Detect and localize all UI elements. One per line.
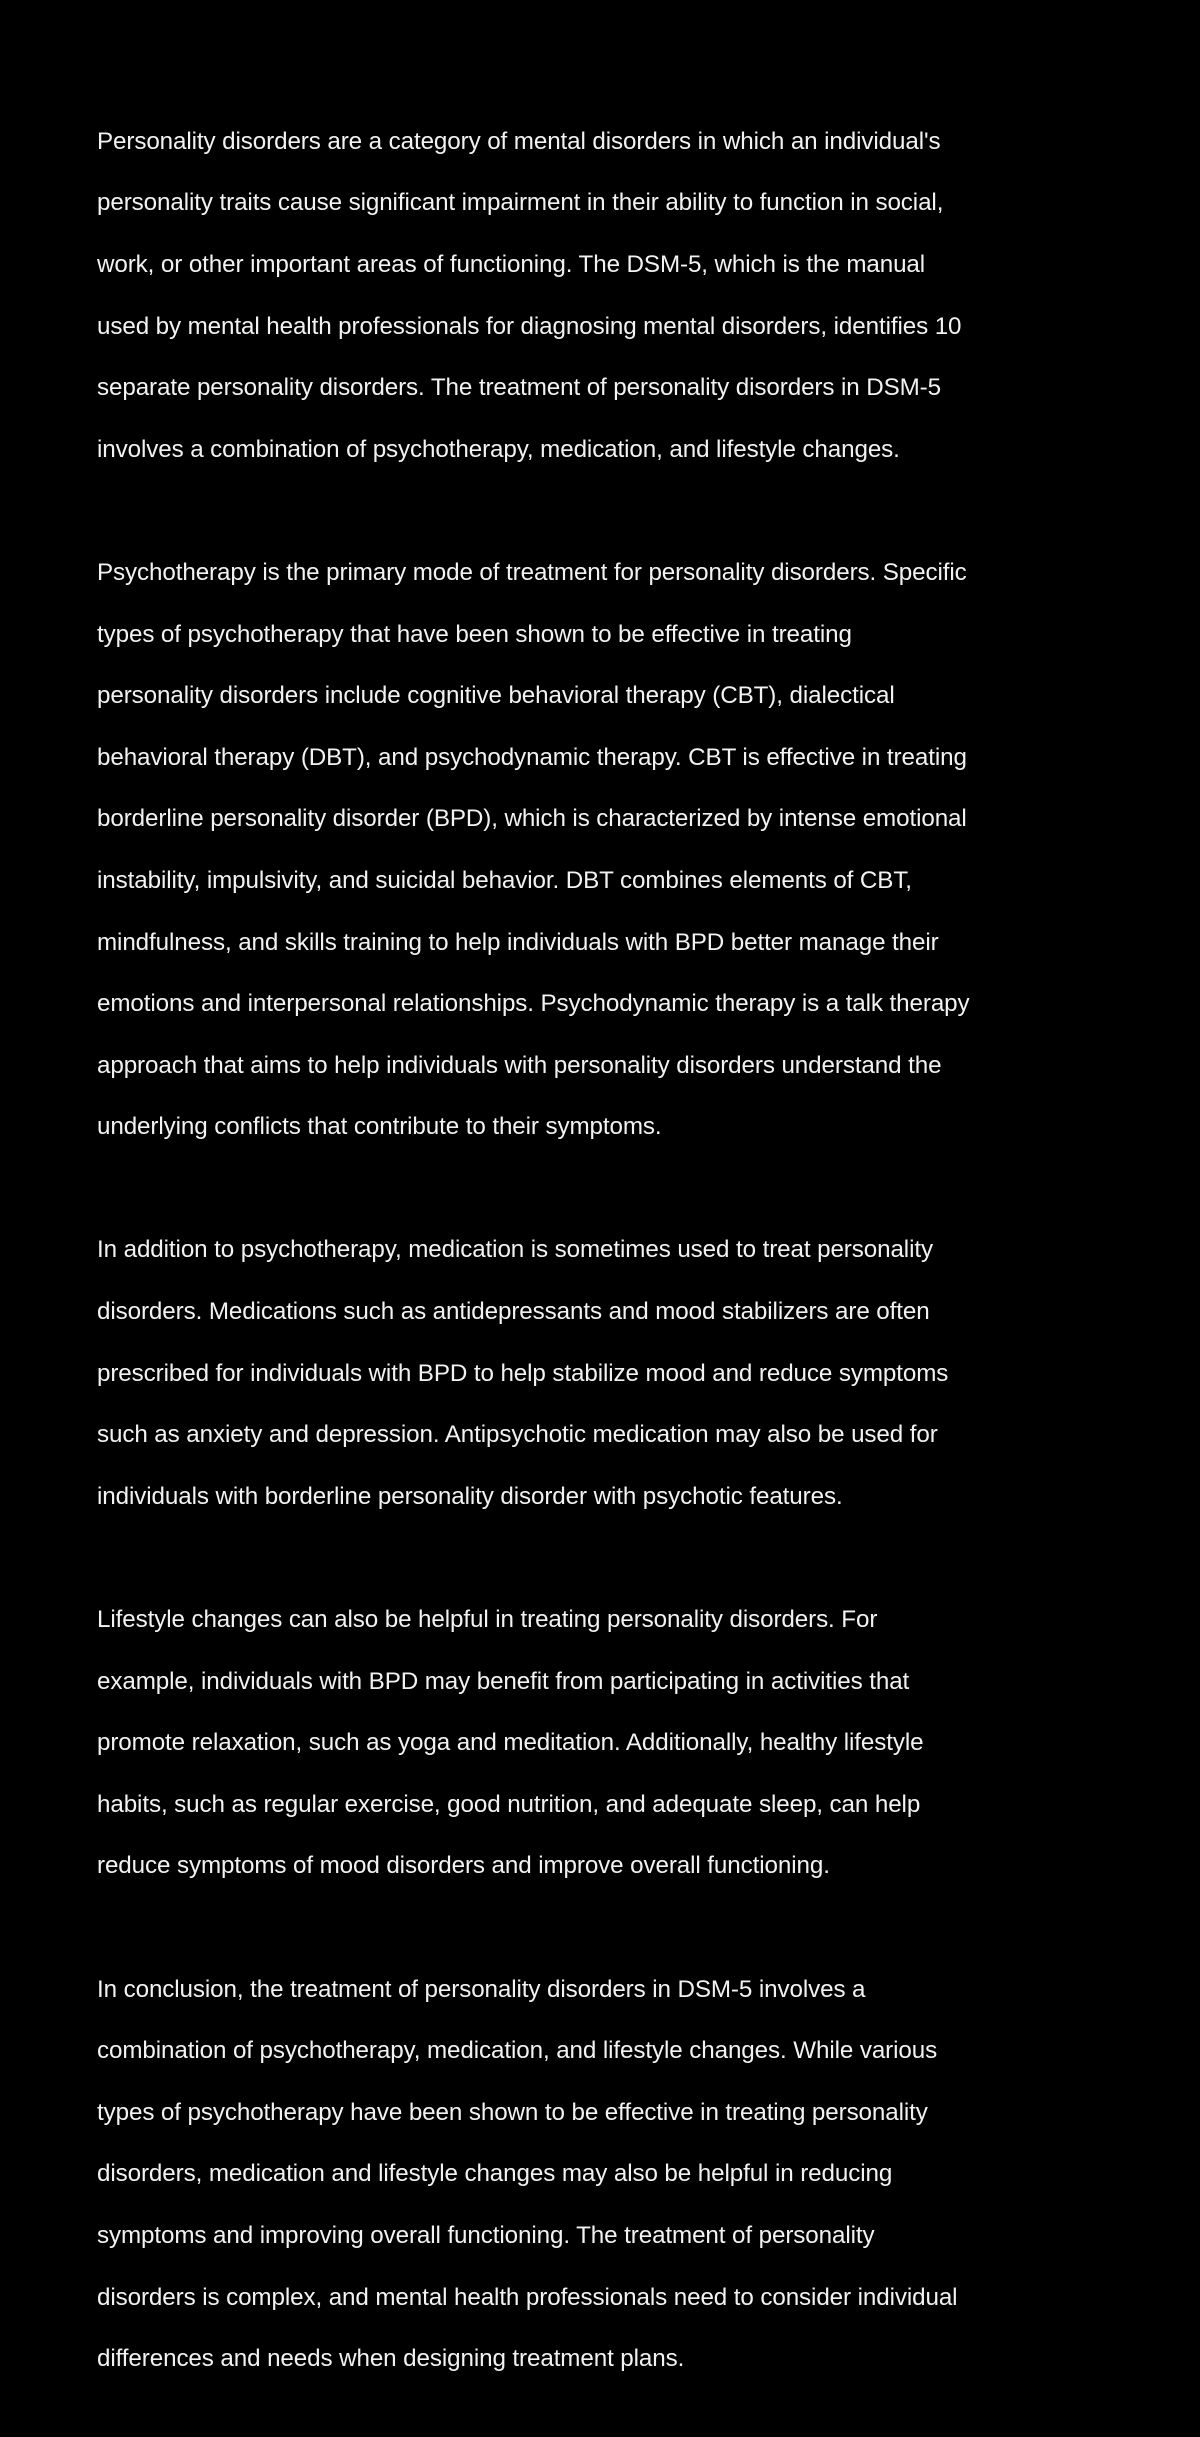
- text-line: mindfulness, and skills training to help individuals with BPD better manage their: [97, 928, 939, 956]
- document-body: [97, 96, 1097, 2437]
- text-line: prescribed for individuals with BPD to help stabilize mood and reduce symptoms: [97, 1359, 949, 1387]
- text-line: habits, such as regular exercise, good nutrition, and adequate sleep, can help: [97, 1790, 921, 1818]
- text-line: separate personality disorders. The treatment of personality disorders in DSM-5: [97, 374, 941, 402]
- text-line: borderline personality disorder (BPD), which is characterized by intense emotional: [97, 805, 967, 833]
- text-line: reduce symptoms of mood disorders and improve overall functioning.: [97, 1852, 830, 1880]
- text-line: disorders. Medications such as antidepressants and mood stabilizers are often: [97, 1298, 930, 1326]
- text-line: symptoms and improving overall functioning. The treatment of personality: [97, 2221, 875, 2249]
- paragraph-lifestyle: [97, 1574, 1097, 1913]
- text-line: used by mental health professionals for diagnosing mental disorders, identifies 10: [97, 312, 962, 340]
- text-line: differences and needs when designing treatment plans.: [97, 2345, 685, 2373]
- text-line: Psychotherapy is the primary mode of treatment for personality disorders. Specific: [97, 558, 967, 586]
- paragraph-intro: [97, 96, 1097, 496]
- text-line: work, or other important areas of functioning. The DSM-5, which is the manual: [97, 250, 926, 278]
- text-line: types of psychotherapy have been shown to be effective in treating personality: [97, 2098, 928, 2126]
- text-line: Personality disorders are a category of mental disorders in which an individual's: [97, 127, 941, 155]
- text-line: personality traits cause significant impairment in their ability to function in social,: [97, 189, 944, 217]
- text-line: individuals with borderline personality disorder with psychotic features.: [97, 1482, 843, 1510]
- text-line: combination of psychotherapy, medication, and lifestyle changes. While various: [97, 2037, 938, 2065]
- paragraph-medication: [97, 1205, 1097, 1544]
- text-line: disorders, medication and lifestyle changes may also be helpful in reducing: [97, 2160, 893, 2188]
- text-line: Lifestyle changes can also be helpful in treating personality disorders. For: [97, 1606, 878, 1634]
- text-line: underlying conflicts that contribute to their symptoms.: [97, 1113, 662, 1141]
- text-line: instability, impulsivity, and suicidal behavior. DBT combines elements of CBT,: [97, 866, 912, 894]
- text-line: types of psychotherapy that have been shown to be effective in treating: [97, 620, 852, 648]
- text-line: such as anxiety and depression. Antipsychotic medication may also be used for: [97, 1421, 938, 1449]
- paragraph-conclusion: [97, 1944, 1097, 2406]
- text-line: disorders is complex, and mental health professionals need to consider individual: [97, 2283, 958, 2311]
- text-line: In addition to psychotherapy, medication is sometimes used to treat personality: [97, 1236, 933, 1264]
- paragraph-psychotherapy: [97, 527, 1097, 1174]
- text-line: approach that aims to help individuals with personality disorders understand the: [97, 1051, 942, 1079]
- text-line: involves a combination of psychotherapy, medication, and lifestyle changes.: [97, 435, 900, 463]
- text-line: example, individuals with BPD may benefit from participating in activities that: [97, 1667, 910, 1695]
- text-line: personality disorders include cognitive behavioral therapy (CBT), dialectical: [97, 682, 895, 710]
- text-line: In conclusion, the treatment of personality disorders in DSM-5 involves a: [97, 1975, 866, 2003]
- text-line: promote relaxation, such as yoga and meditation. Additionally, healthy lifestyle: [97, 1729, 924, 1757]
- text-line: behavioral therapy (DBT), and psychodynamic therapy. CBT is effective in treating: [97, 743, 967, 771]
- text-line: emotions and interpersonal relationships. Psychodynamic therapy is a talk therapy: [97, 990, 970, 1018]
